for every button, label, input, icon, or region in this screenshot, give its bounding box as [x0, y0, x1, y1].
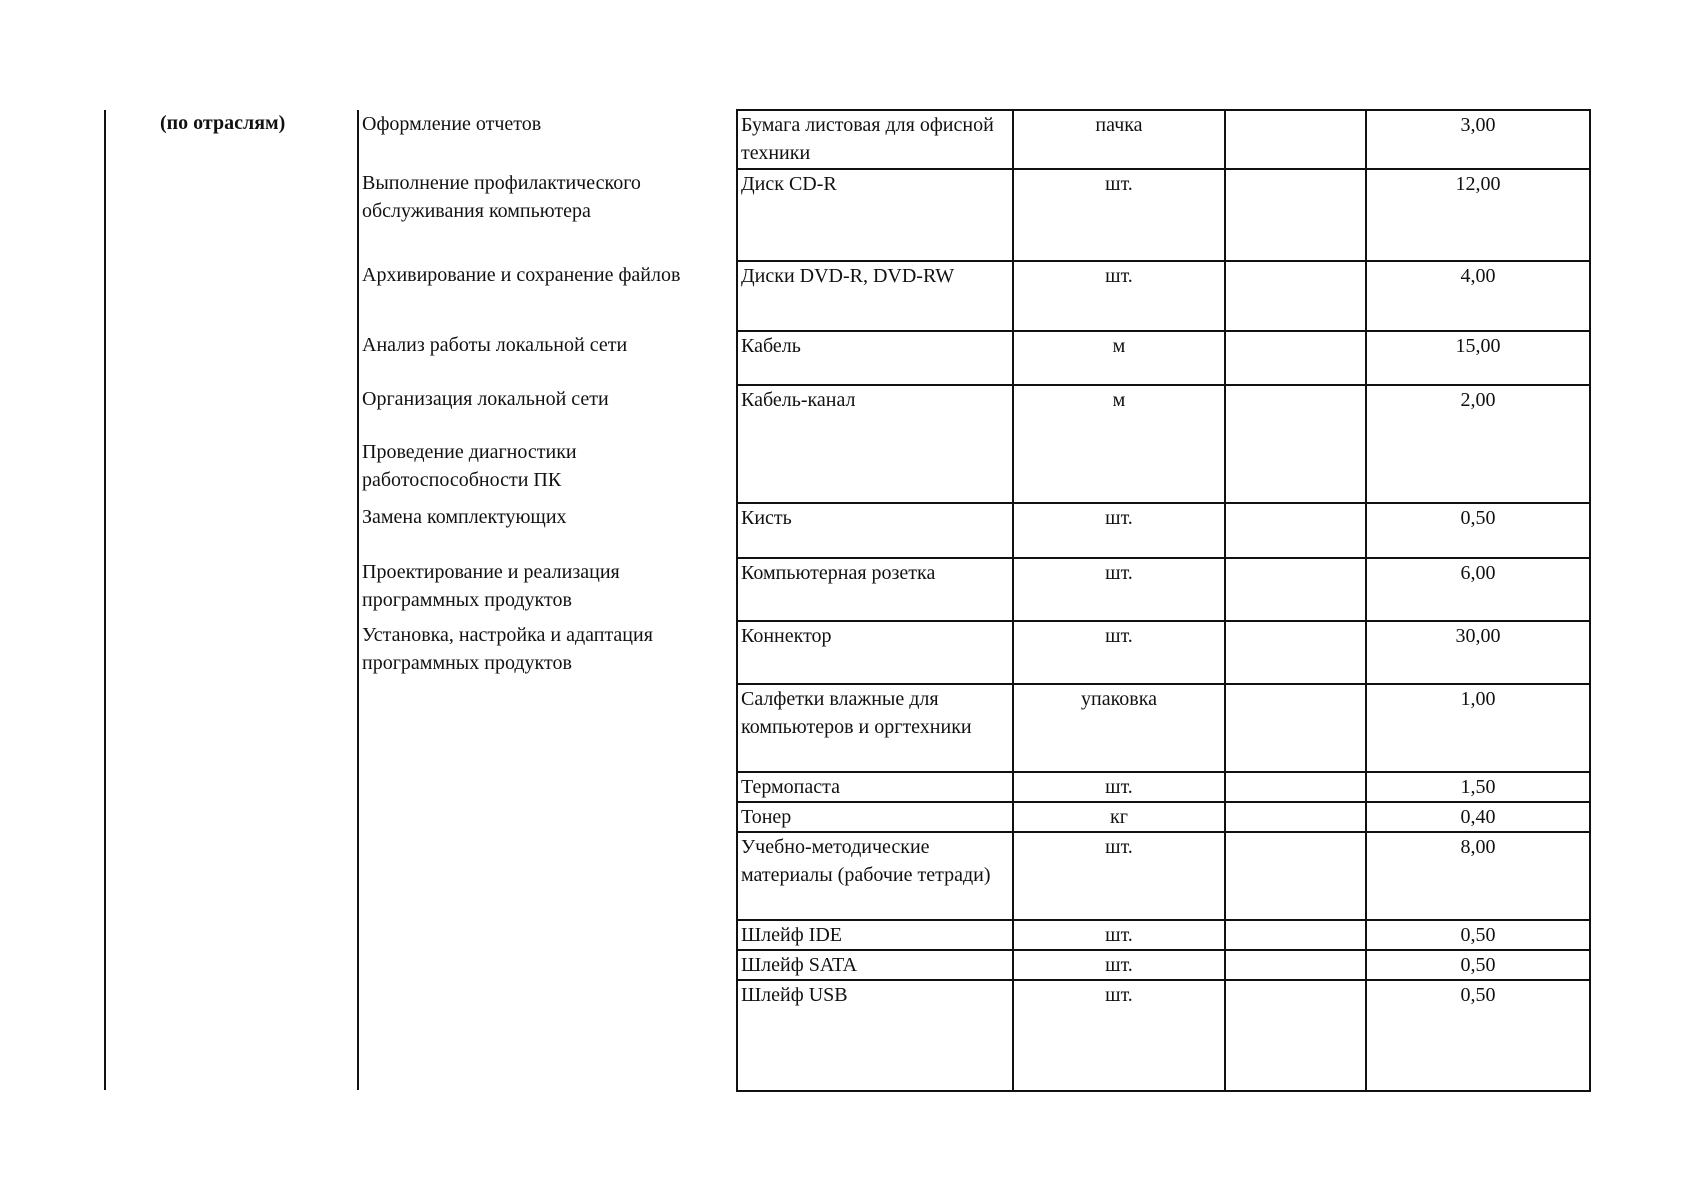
material-extra	[1225, 261, 1366, 331]
work-item: Проведение диагностики работоспособности ПК	[362, 441, 577, 491]
material-extra	[1225, 920, 1366, 950]
material-extra	[1225, 503, 1366, 558]
work-item: Установка, настройка и адаптация программных продуктов	[362, 624, 653, 674]
material-extra	[1225, 684, 1366, 772]
material-extra	[1225, 772, 1366, 802]
material-unit: м	[1013, 385, 1225, 503]
material-qty: 12,00	[1366, 169, 1590, 261]
material-unit: пачка	[1013, 110, 1225, 169]
material-qty: 4,00	[1366, 261, 1590, 331]
material-extra	[1225, 832, 1366, 920]
material-unit: шт.	[1013, 169, 1225, 261]
table-row	[737, 802, 1590, 832]
material-extra	[1225, 331, 1366, 385]
material-unit: упаковка	[1013, 684, 1225, 772]
material-qty: 1,00	[1366, 684, 1590, 772]
material-name: Шлейф SATA	[737, 950, 1013, 980]
material-extra	[1225, 558, 1366, 621]
table-row	[737, 385, 1590, 503]
material-qty: 30,00	[1366, 621, 1590, 684]
material-name: Кисть	[737, 503, 1013, 558]
table-row	[737, 621, 1590, 684]
material-extra	[1225, 950, 1366, 980]
material-unit: шт.	[1013, 621, 1225, 684]
material-extra	[1225, 802, 1366, 832]
column-divider-line	[357, 110, 359, 1090]
material-name: Кабель	[737, 331, 1013, 385]
material-name: Кабель-канал	[737, 385, 1013, 503]
left-border-line	[104, 110, 106, 1090]
material-unit: шт.	[1013, 980, 1225, 1091]
material-extra	[1225, 621, 1366, 684]
material-qty: 0,50	[1366, 980, 1590, 1091]
material-unit: шт.	[1013, 772, 1225, 802]
table-row	[737, 261, 1590, 331]
work-item: Архивирование и сохранение файлов	[362, 264, 681, 286]
material-unit: шт.	[1013, 920, 1225, 950]
material-qty: 0,50	[1366, 950, 1590, 980]
material-qty: 8,00	[1366, 832, 1590, 920]
material-extra	[1225, 169, 1366, 261]
work-item: Анализ работы локальной сети	[362, 334, 628, 356]
work-item: Оформление отчетов	[362, 113, 542, 135]
material-qty: 0,40	[1366, 802, 1590, 832]
materials-table	[736, 109, 1591, 1092]
material-name: Тонер	[737, 802, 1013, 832]
material-qty: 1,50	[1366, 772, 1590, 802]
table-row	[737, 331, 1590, 385]
table-row	[737, 684, 1590, 772]
table-row	[737, 558, 1590, 621]
material-extra	[1225, 385, 1366, 503]
material-qty: 3,00	[1366, 110, 1590, 169]
material-name: Коннектор	[737, 621, 1013, 684]
work-item: Замена комплектующих	[362, 506, 567, 528]
material-name: Компьютерная розетка	[737, 558, 1013, 621]
material-unit: кг	[1013, 802, 1225, 832]
material-name: Учебно-методические материалы (рабочие тетради)	[737, 832, 1013, 920]
material-qty: 15,00	[1366, 331, 1590, 385]
table-row	[737, 832, 1590, 920]
material-unit: шт.	[1013, 261, 1225, 331]
material-name: Шлейф IDE	[737, 920, 1013, 950]
material-extra	[1225, 110, 1366, 169]
table-row	[737, 503, 1590, 558]
table-row	[737, 950, 1590, 980]
table-row	[737, 772, 1590, 802]
material-qty: 0,50	[1366, 920, 1590, 950]
table-row	[737, 110, 1590, 169]
material-name: Диски DVD-R, DVD-RW	[737, 261, 1013, 331]
material-unit: шт.	[1013, 503, 1225, 558]
material-extra	[1225, 980, 1366, 1091]
work-item: Выполнение профилактического обслуживания компьютера	[362, 172, 641, 222]
table-row	[737, 980, 1590, 1091]
industry-label: (по отраслям)	[160, 112, 286, 134]
material-name: Термопаста	[737, 772, 1013, 802]
material-qty: 6,00	[1366, 558, 1590, 621]
material-unit: шт.	[1013, 950, 1225, 980]
table-row	[737, 169, 1590, 261]
material-qty: 2,00	[1366, 385, 1590, 503]
material-name: Салфетки влажные для компьютеров и оргтехники	[737, 684, 1013, 772]
material-qty: 0,50	[1366, 503, 1590, 558]
material-name: Шлейф USB	[737, 980, 1013, 1091]
material-name: Бумага листовая для офисной техники	[737, 110, 1013, 169]
work-item: Организация локальной сети	[362, 388, 609, 410]
work-item: Проектирование и реализация программных продуктов	[362, 561, 620, 611]
table-row	[737, 920, 1590, 950]
material-unit: м	[1013, 331, 1225, 385]
material-unit: шт.	[1013, 558, 1225, 621]
material-unit: шт.	[1013, 832, 1225, 920]
material-name: Диск CD-R	[737, 169, 1013, 261]
